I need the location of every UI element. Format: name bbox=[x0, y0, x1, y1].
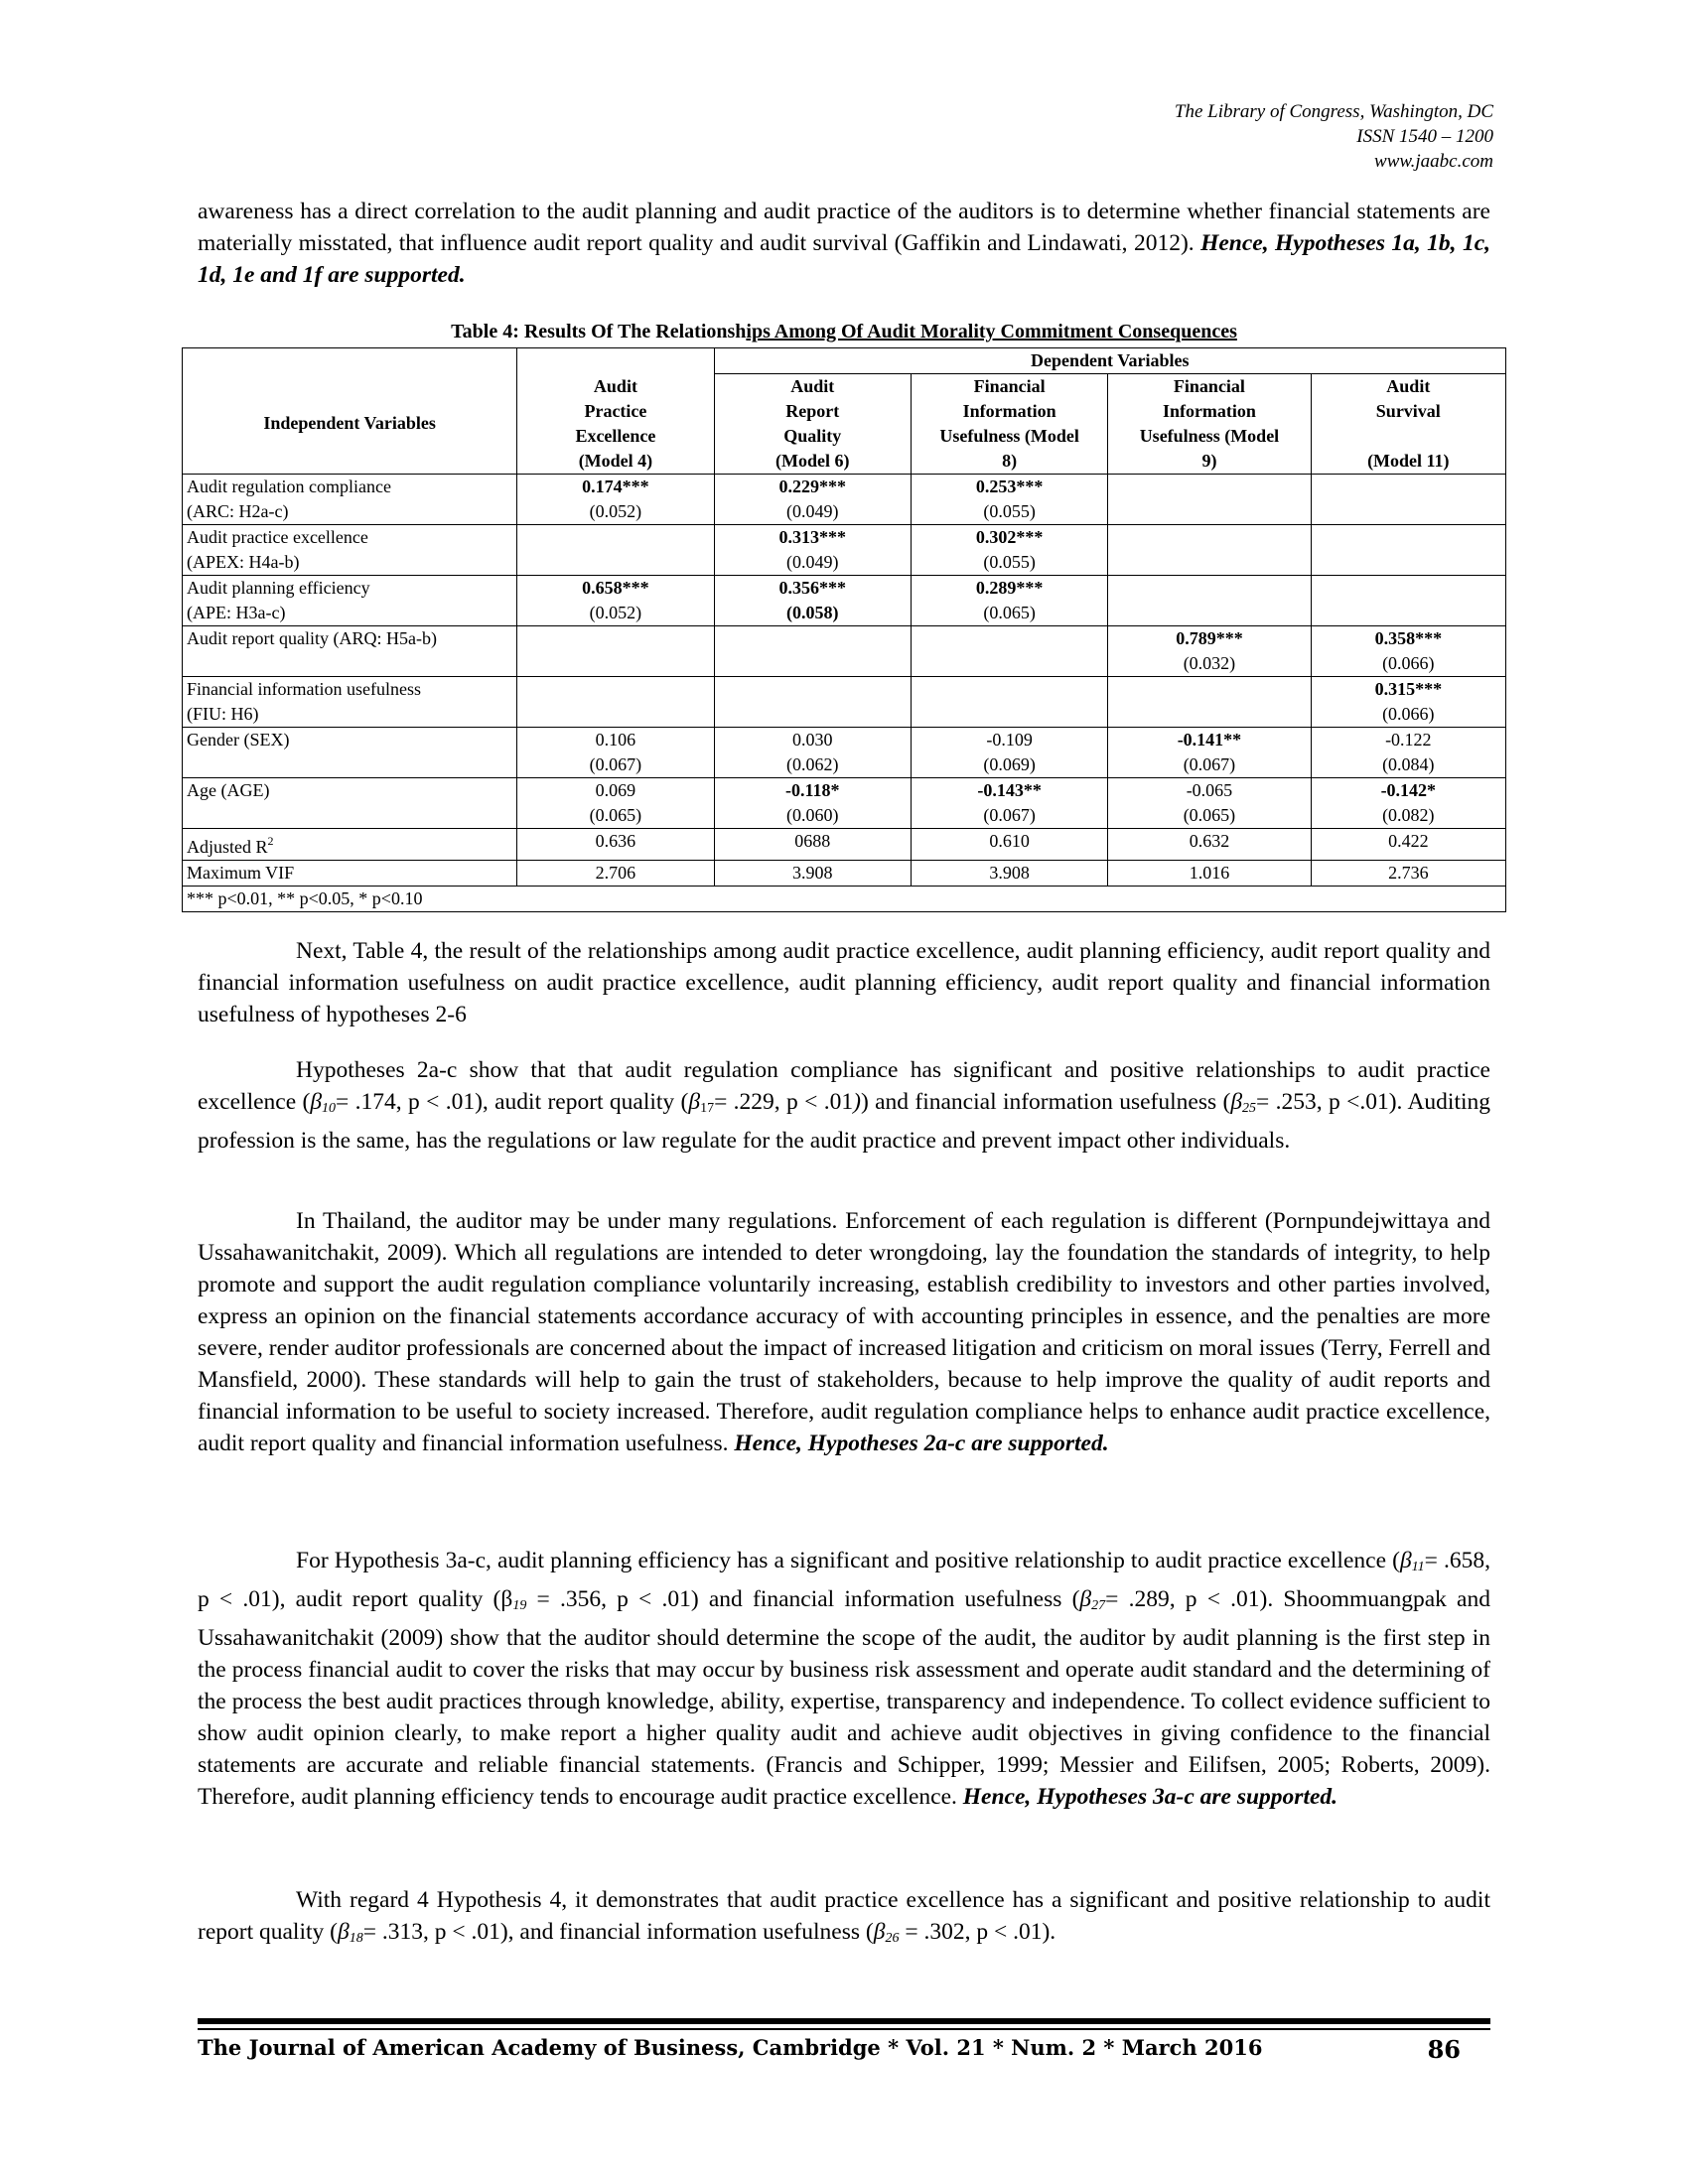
table-row bbox=[183, 475, 1506, 525]
footer-journal: The Journal of American Academy of Business, Cambridge * Vol. 21 * Num. 2 * March 2016 bbox=[198, 2035, 1263, 2060]
row-label: Audit planning efficiency (APE: H3a-c) bbox=[183, 576, 517, 626]
cell-value bbox=[714, 677, 911, 728]
page-footer bbox=[198, 2035, 1490, 2064]
cell-value bbox=[1108, 525, 1311, 576]
table-title-part-b: ips Among Of Audit Morality Commitment Consequences bbox=[746, 321, 1237, 342]
cell-value: 0.422 bbox=[1311, 829, 1505, 861]
col-header-model-4: Audit Practice Excellence (Model 4) bbox=[517, 374, 714, 475]
table-row bbox=[183, 525, 1506, 576]
cell-value bbox=[911, 677, 1107, 728]
cell-value: 0.289*** (0.065) bbox=[911, 576, 1107, 626]
footer-rule-thick bbox=[198, 2018, 1490, 2024]
cell-value: 0.174*** (0.052) bbox=[517, 475, 714, 525]
paragraph-hypothesis-3: For Hypothesis 3a-c, audit planning efficiency has a significant and positive relationship to audit practice excellence ($\beta_{11}= .658$, p < .01), audit report quality ($\beta_{19} = .356$, p < .01) and financial information usefulness ($\beta_{27}= .289$, p < .01). Shoommuangpak and Ussahawanitchakit (2009) show that the auditor should determine the scope of the audit, the auditor by audit planning is the first step in the process financial audit to cover the risks that may occur by business risk assessment and operate audit standard and the determining of the process the best audit practices through knowledge, ability, expertise, transparency and independence. To collect evidence sufficient to show audit opinion clearly, to make report a higher quality audit and achieve audit objectives in giving confidence to the financial statements are accurate and reliable financial statements. (Francis and Schipper, 1999; Messier and Eilifsen, 2005; Roberts, 2009). Therefore, audit planning efficiency tends to encourage audit practice excellence. Hence, Hypotheses 3a-c are supported. bbox=[198, 1548, 1490, 1810]
table-row bbox=[183, 728, 1506, 778]
cell-value: 0.302*** (0.055) bbox=[911, 525, 1107, 576]
table-row bbox=[183, 778, 1506, 829]
cell-value: 0.358*** (0.066) bbox=[1311, 626, 1505, 677]
header-library: The Library of Congress, Washington, DC bbox=[1174, 101, 1493, 122]
row-label: Adjusted $R^2$ bbox=[183, 829, 517, 861]
cell-value: 3.908 bbox=[911, 861, 1107, 887]
cell-value bbox=[517, 677, 714, 728]
cell-value: 0.106 (0.067) bbox=[517, 728, 714, 778]
row-label: Maximum VIF bbox=[183, 861, 517, 887]
cell-value bbox=[1108, 475, 1311, 525]
cell-value: 0.313*** (0.049) bbox=[714, 525, 911, 576]
table-header-row-2 bbox=[183, 374, 1506, 475]
row-label: Audit practice excellence (APEX: H4a-b) bbox=[183, 525, 517, 576]
cell-value: 2.706 bbox=[517, 861, 714, 887]
dependent-variables-header: Dependent Variables bbox=[714, 348, 1505, 374]
journal-header bbox=[1175, 99, 1493, 174]
page-number: 86 bbox=[1427, 2035, 1461, 2064]
cell-value bbox=[517, 525, 714, 576]
cell-value: 3.908 bbox=[714, 861, 911, 887]
table-header-row-1 bbox=[183, 348, 1506, 374]
col-header-model-11: Audit Survival (Model 11) bbox=[1311, 374, 1505, 475]
cell-value: 0.069 (0.065) bbox=[517, 778, 714, 829]
cell-value: 0.658*** (0.052) bbox=[517, 576, 714, 626]
col-header-model-6: Audit Report Quality (Model 6) bbox=[714, 374, 911, 475]
cell-value: 1.016 bbox=[1108, 861, 1311, 887]
cell-value: -0.065 (0.065) bbox=[1108, 778, 1311, 829]
paragraph-hypothesis-2: Hypotheses 2a-c show that that audit regulation compliance has significant and positive relationships to audit practice excellence ($\beta_{10}= .174$, p < .01), audit report quality ($\beta_{17}= .229$, p < .01)) and financial information usefulness ($\beta_{25}= .253$, p <.01). Auditing profession is the same, has the regulations or law regulate for the audit practice and prevent impact other individuals. bbox=[198, 1057, 1491, 1154]
intro-text: awareness has a direct correlation to the audit planning and audit practice of the auditors is to determine whether financial statements are materially misstated, that influence audit report quality and audit survival (Gaffikin and Lindawati, 2012). bbox=[198, 199, 1490, 256]
col-header-model-8: Financial Information Usefulness (Model 8) bbox=[911, 374, 1107, 475]
cell-value: -0.122 (0.084) bbox=[1311, 728, 1505, 778]
table-note-row bbox=[183, 887, 1506, 912]
cell-value: 0.030 (0.062) bbox=[714, 728, 911, 778]
cell-value bbox=[714, 626, 911, 677]
row-label: Financial information usefulness (FIU: H6) bbox=[183, 677, 517, 728]
header-url: www.jaabc.com bbox=[1374, 151, 1493, 172]
cell-value: 0.636 bbox=[517, 829, 714, 861]
cell-value: -0.109 (0.069) bbox=[911, 728, 1107, 778]
cell-value: 0.229*** (0.049) bbox=[714, 475, 911, 525]
cell-value: -0.118* (0.060) bbox=[714, 778, 911, 829]
cell-value bbox=[1108, 677, 1311, 728]
cell-value: 2.736 bbox=[1311, 861, 1505, 887]
paragraph-thailand: In Thailand, the auditor may be under many regulations. Enforcement of each regulation is different (Pornpundejwittaya and Ussahawanitchakit, 2009). Which all regulations are intended to deter wrongdoing, lay the foundation the standards of integrity, to help promote and support the audit regulation compliance voluntarily increasing, establish credibility to investors and other parties involved, express an opinion on the financial statements accordance accuracy of with accounting principles in essence, and the penalties are more severe, render auditor professionals are concerned about the impact of increased litigation and criticism on moral issues (Terry, Ferrell and Mansfield, 2000). These standards will help to gain the trust of stakeholders, because to help improve the quality of audit reports and financial information to be useful to society increased. Therefore, audit regulation compliance helps to enhance audit practice excellence, audit report quality and financial information usefulness. Hence, Hypotheses 2a-c are supported. bbox=[198, 1208, 1490, 1456]
cell-value: 0.610 bbox=[911, 829, 1107, 861]
intro-paragraph bbox=[198, 196, 1490, 291]
row-label: Age (AGE) bbox=[183, 778, 517, 829]
cell-value bbox=[517, 626, 714, 677]
cell-value: 0688 bbox=[714, 829, 911, 861]
results-table bbox=[182, 347, 1506, 912]
cell-value bbox=[911, 626, 1107, 677]
cell-value: 0.315*** (0.066) bbox=[1311, 677, 1505, 728]
cell-value: 0.632 bbox=[1108, 829, 1311, 861]
header-issn: ISSN 1540 – 1200 bbox=[1356, 126, 1493, 147]
cell-value bbox=[1311, 525, 1505, 576]
table-row bbox=[183, 677, 1506, 728]
cell-value: -0.141** (0.067) bbox=[1108, 728, 1311, 778]
table-row-vif bbox=[183, 861, 1506, 887]
cell-value: 0.253*** (0.055) bbox=[911, 475, 1107, 525]
cell-value bbox=[1311, 576, 1505, 626]
footer-rule-thin bbox=[198, 2028, 1490, 2030]
row-label: Audit regulation compliance (ARC: H2a-c) bbox=[183, 475, 517, 525]
table-title bbox=[198, 321, 1490, 343]
table-title-part-a: Table 4: Results Of The Relationsh bbox=[451, 321, 747, 342]
table-body bbox=[183, 475, 1506, 829]
significance-note: *** p<0.01, ** p<0.05, * p<0.10 bbox=[183, 887, 517, 912]
intro-emphasis: Hence, Hypotheses 1a, 1b, 1c, 1d, 1e and 1f are supported. bbox=[198, 230, 1491, 288]
row-label: Audit report quality (ARQ: H5a-b) bbox=[183, 626, 517, 677]
cell-value: -0.142* (0.082) bbox=[1311, 778, 1505, 829]
cell-value bbox=[1311, 475, 1505, 525]
row-label: Gender (SEX) bbox=[183, 728, 517, 778]
independent-variables-header: Independent Variables bbox=[183, 374, 517, 475]
col-header-model-9: Financial Information Usefulness (Model 9) bbox=[1108, 374, 1311, 475]
table-row-adj-r2 bbox=[183, 829, 1506, 861]
table-row bbox=[183, 626, 1506, 677]
paragraph-table4-intro: Next, Table 4, the result of the relationships among audit practice excellence, audit planning efficiency, audit report quality and financial information usefulness on audit practice excellence, audit planning efficiency, audit report quality and financial information usefulness of hypotheses 2-6 bbox=[198, 938, 1490, 1027]
paragraph-hypothesis-4: With regard 4 Hypothesis 4, it demonstrates that audit practice excellence has a significant and positive relationship to audit report quality ($\beta_{18}= .313$, p < .01), and financial information usefulness ($\beta_{26} = .302$, p < .01). bbox=[198, 1887, 1490, 1946]
cell-value: 0.789*** (0.032) bbox=[1108, 626, 1311, 677]
cell-value bbox=[1108, 576, 1311, 626]
table-row bbox=[183, 576, 1506, 626]
cell-value: 0.356*** (0.058) bbox=[714, 576, 911, 626]
cell-value: -0.143** (0.067) bbox=[911, 778, 1107, 829]
